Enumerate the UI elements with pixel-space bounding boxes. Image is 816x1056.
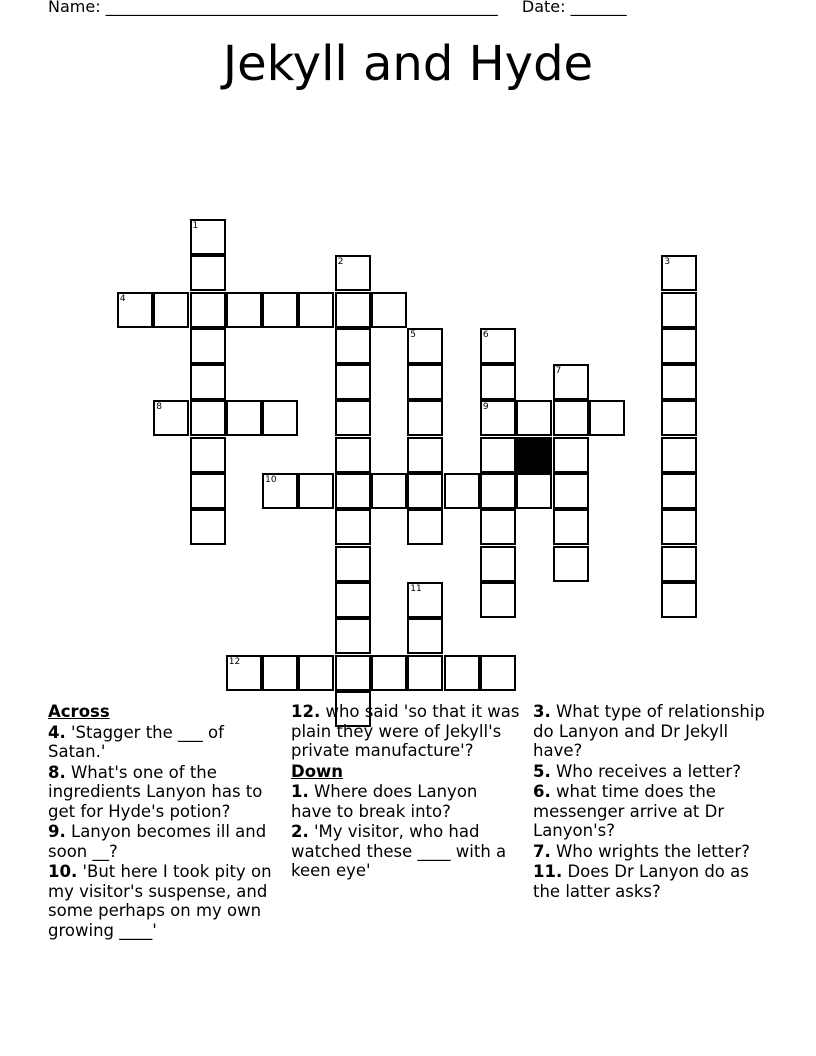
crossword-cell[interactable]: [553, 364, 589, 400]
clue-text: 'But here I took pity on my visitor's suspense, and some perhaps on my own growing ____': [48, 862, 272, 940]
clues-column-1: [48, 702, 280, 941]
crossword-cell[interactable]: [298, 473, 334, 509]
crossword-cell[interactable]: [480, 582, 516, 618]
crossword-cell[interactable]: [153, 292, 189, 328]
clue: [533, 782, 765, 841]
crossword-cell[interactable]: [190, 400, 226, 436]
clue-text: Lanyon becomes ill and soon __?: [48, 822, 267, 861]
clue-number: 12.: [291, 702, 321, 721]
across-clue-list-continued: [291, 702, 523, 761]
clue-number: 4.: [48, 722, 66, 742]
crossword-cell[interactable]: [226, 400, 262, 436]
crossword-cell[interactable]: [298, 292, 334, 328]
clue-number: 4: [119, 293, 126, 304]
clue-text: who said 'so that it was plain they were of Jekyll's private manufacture'?: [291, 702, 520, 760]
clue: [48, 723, 280, 762]
crossword-cell[interactable]: [190, 509, 226, 545]
crossword-cell[interactable]: [298, 655, 334, 691]
crossword-cell[interactable]: [661, 582, 697, 618]
crossword-cell[interactable]: [661, 255, 697, 291]
down-clue-list-continued: [533, 702, 765, 901]
crossword-cell[interactable]: [371, 292, 407, 328]
clue: [533, 762, 765, 782]
clue-number: 3.: [533, 702, 551, 721]
clue-number: 6: [482, 329, 489, 340]
crossword-cell[interactable]: [226, 655, 262, 691]
crossword-cell[interactable]: [335, 400, 371, 436]
clue: [533, 842, 765, 862]
clue: [291, 782, 523, 821]
clue-text: What's one of the ingredients Lanyon has to get for Hyde's potion?: [48, 762, 263, 821]
crossword-cell[interactable]: [661, 473, 697, 509]
crossword-cell[interactable]: [661, 437, 697, 473]
clue-text: Who wrights the letter?: [550, 841, 750, 861]
clue-number: 10: [265, 475, 277, 485]
clue-number: 2.: [291, 822, 309, 841]
crossword-cell[interactable]: [335, 618, 371, 654]
crossword-cell[interactable]: [661, 292, 697, 328]
crossword-cell[interactable]: [335, 582, 371, 618]
crossword-cell[interactable]: [262, 292, 298, 328]
clue: [291, 702, 523, 761]
crossword-cell[interactable]: [190, 292, 226, 328]
black-square: [516, 437, 552, 473]
crossword-cell[interactable]: [661, 509, 697, 545]
name-line[interactable]: _________________________________________________: [105, 0, 498, 16]
crossword-cell[interactable]: [407, 618, 443, 654]
clue-number: 11.: [533, 862, 563, 881]
date-line[interactable]: _______: [570, 0, 627, 16]
across-heading: Across: [48, 702, 110, 721]
down-clue-list: [291, 782, 523, 881]
crossword-cell[interactable]: [262, 655, 298, 691]
clue-number: 3: [664, 257, 671, 268]
crossword-cell[interactable]: [262, 400, 298, 436]
clue-text: What type of relationship do Lanyon and Dr Jekyll have?: [533, 702, 765, 760]
down-heading: Down: [291, 761, 344, 781]
crossword-cell[interactable]: [335, 509, 371, 545]
crossword-cell[interactable]: [480, 473, 516, 509]
crossword-cell[interactable]: [661, 328, 697, 364]
crossword-cell[interactable]: [480, 400, 516, 436]
clue-text: 'Stagger the ___ of Satan.': [48, 722, 224, 761]
clue-number: 10.: [48, 862, 78, 881]
clue-text: Who receives a letter?: [550, 761, 741, 781]
crossword-cell[interactable]: [480, 546, 516, 582]
clue-number: 7.: [533, 841, 551, 861]
crossword-cell[interactable]: [480, 364, 516, 400]
across-clue-list: [48, 723, 280, 941]
crossword-cell[interactable]: [335, 328, 371, 364]
crossword-cell[interactable]: [444, 655, 480, 691]
crossword-cell[interactable]: [480, 328, 516, 364]
clue-text: 'My visitor, who had watched these ____ with a keen eye': [291, 822, 507, 880]
crossword-cell[interactable]: [589, 400, 625, 436]
crossword-cell[interactable]: [407, 400, 443, 436]
clue-text: Where does Lanyon have to break into?: [291, 782, 478, 821]
clue-number: 9: [482, 402, 489, 413]
clue: [533, 862, 765, 901]
clue-number: 5: [410, 329, 417, 340]
crossword-cell[interactable]: [335, 292, 371, 328]
clue: [48, 862, 280, 940]
crossword-cell[interactable]: [444, 473, 480, 509]
clue: [48, 763, 280, 822]
clue-number: 8: [156, 402, 162, 413]
crossword-cell[interactable]: [335, 473, 371, 509]
clue-text: what time does the messenger arrive at Dr Lanyon's?: [533, 782, 725, 840]
crossword-cell[interactable]: [480, 509, 516, 545]
name-label: Name:: [48, 0, 101, 16]
crossword-cell[interactable]: [190, 473, 226, 509]
crossword-cell[interactable]: [661, 546, 697, 582]
crossword-cell[interactable]: [480, 655, 516, 691]
clue-number: 7: [555, 366, 562, 377]
date-label: Date:: [521, 0, 566, 16]
crossword-cell[interactable]: [407, 473, 443, 509]
crossword-cell[interactable]: [371, 655, 407, 691]
crossword-cell[interactable]: [407, 364, 443, 400]
crossword-cell[interactable]: [661, 400, 697, 436]
clue-number: 11: [410, 583, 422, 594]
crossword-cell[interactable]: [407, 328, 443, 364]
crossword-cell[interactable]: [335, 546, 371, 582]
crossword-cell[interactable]: [190, 437, 226, 473]
crossword-cell[interactable]: [661, 364, 697, 400]
clues-column-3: [533, 702, 765, 902]
crossword-cell[interactable]: [335, 437, 371, 473]
clue: [291, 822, 523, 881]
crossword-cell[interactable]: [407, 582, 443, 618]
crossword-cell[interactable]: [516, 473, 552, 509]
crossword-cell[interactable]: [553, 473, 589, 509]
clue-number: 1: [192, 220, 199, 231]
crossword-cell[interactable]: [407, 437, 443, 473]
crossword-cell[interactable]: [407, 509, 443, 545]
crossword-cell[interactable]: [335, 364, 371, 400]
crossword-cell[interactable]: [553, 546, 589, 582]
crossword-cell[interactable]: [407, 655, 443, 691]
crossword-cell[interactable]: [262, 473, 298, 509]
crossword-cell[interactable]: [335, 255, 371, 291]
page-title: Jekyll and Hyde: [222, 36, 594, 92]
crossword-cell[interactable]: [153, 400, 189, 436]
clues-column-2: [291, 702, 523, 882]
clue-number: 5.: [533, 761, 551, 781]
clue-number: 9.: [48, 822, 66, 841]
clue-number: 12: [228, 656, 241, 667]
crossword-cell[interactable]: [117, 292, 153, 328]
crossword-cell[interactable]: [190, 328, 226, 364]
clue-number: 1.: [291, 782, 309, 801]
clue: [533, 702, 765, 761]
clue: [48, 822, 280, 861]
crossword-cell[interactable]: [480, 437, 516, 473]
crossword-cell[interactable]: [553, 509, 589, 545]
crossword-cell[interactable]: [190, 219, 226, 255]
clue-number: 8.: [48, 762, 66, 782]
crossword-cell[interactable]: [553, 400, 589, 436]
crossword-cell[interactable]: [335, 655, 371, 691]
clue-number: 6.: [533, 782, 551, 801]
crossword-cell[interactable]: [516, 400, 552, 436]
crossword-cell[interactable]: [190, 364, 226, 400]
crossword-cell[interactable]: [190, 255, 226, 291]
clue-text: Does Dr Lanyon do as the latter asks?: [533, 862, 749, 901]
crossword-cell[interactable]: [371, 473, 407, 509]
crossword-cell[interactable]: [553, 437, 589, 473]
crossword-cell[interactable]: [226, 292, 262, 328]
clue-number: 2: [337, 257, 344, 268]
